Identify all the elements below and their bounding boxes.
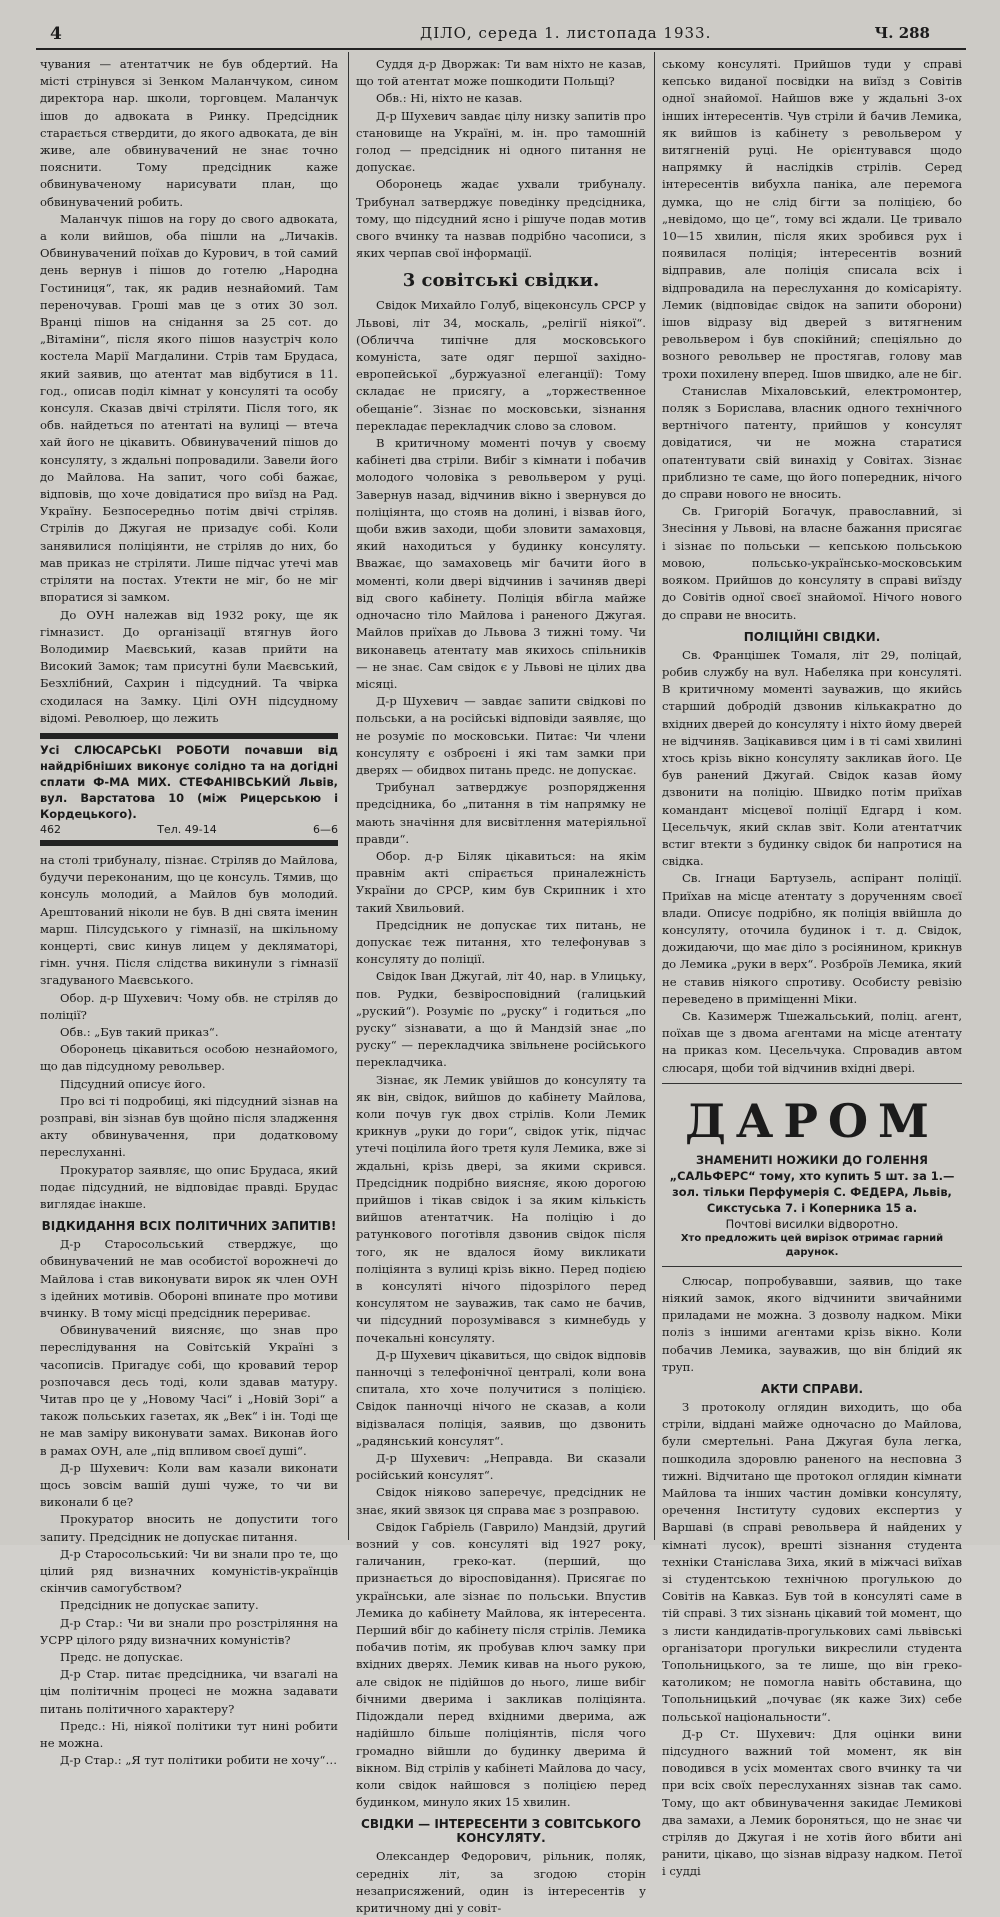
paragraph: Д-р Шухевич: „Неправда. Ви сказали російський консулят“. <box>356 1451 646 1483</box>
paragraph: Олександер Федорович, рільник, поляк, середніх літ, за згодою сторін незаприсяжений, один із інтересентів у критичному дні у совіт- <box>356 1849 646 1915</box>
paragraph: Суддя д-р Дворжак: Ти вам ніхто не казав, що той атентат може пошкодити Польщі? <box>356 57 646 89</box>
paragraph: Станислав Міхаловський, електромонтер, поляк з Борислава, власник одного технічного вертнічого патенту, прийшов у консулят довідатися, чи не можна старатися опатентувати свій винахід у Совітах. Зізнає приблизно те саме, що його попередник, нічого до справи нового не вносить. <box>662 383 962 502</box>
paragraph: Св. Францішек Томаля, літ 29, поліцай, робив службу на вул. Набеляка при консуляті. В критичному моменті зауважив, що якийсь старший добродій дзвонив кількакратно до вхідних дверей до консуляту і ніхто йому дверей не відчиняв. Зацікавився цим і в ті самі хвилині хтось крізь вікно консуляту закликав його. Це був ранений Джугай. Свідок казав йому дзвонити на поліцію. Швидко потім приїхав командант місцевої поліції Едгард і ком. Цесельчук, який склав звіт. Коли атентатчик встиг втекти з будинку свідок би напротися на свідка. <box>662 647 962 869</box>
paragraph: Обор. д-р Біляк цікавиться: на якім правнім акті спірається приналежність України до СРСР, ким був Скрипник і хто такий Хвильовий. <box>356 848 646 915</box>
paragraph: Зізнає, як Лемик увійшов до консуляту та як він, свідок, вийшов до кабінету Майлова, коли почув гук двох стрілів. Коли Лемик крикнув „руки до гори“, свідок утік, підчас утечі поцілила його третя куля Лемика, вже зі ждальні, крізь двері, за якими скрився. Предсідник подрібно виясняє, якою дорогою прийшов і тікав свідок і за яким кількість вийшов атентатчик. На поліцію і до ратункового поготівля дзвонив свідок після того, як не вдалося йому викликати поліціянта з вулиці крізь вікно. Перед подією в консуляті нічого підозрілого перед консулятом не зауважив, так само не бачив, чи підсудний порозумівався з кимнебудь у почекальні консуляту. <box>356 1072 646 1345</box>
paragraph: До ОУН належав від 1932 року, ще як гімназист. До організації втягнув його Володимир Маєвський, казав прийти на Високий Замок; там присутні були Маєвський, Безхлібний, Сахрин і підсудний. Та чвірка сходилася на Замку. Цілі ОУН підсудному відомі. Революер, що лежить <box>40 607 338 725</box>
ad-text: Усі СЛЮСАРСЬКІ РОБОТИ почавши від найдрібніших виконує солідно та на догідні сплати Ф-МА МИХ. СТЕФАНІВСЬКИЙ Львів, вул. Варстатова 10 (між Рицерською і Кордецького). <box>40 742 338 821</box>
paragraph: Д-р Ст. Шухевич: Для оцінки вини підсудного важний той момент, як він поводився в усіх моментах свого вчинку та чи при всіх своїх переслуханнях зізнав так само. Тому, що акт обвинувачення закидає Лемикові два замахи, а Лемик бороняться, що не знає чи стріляв до Джугая і не хотів його вбити ані ранити, цікаво, що зізнав відразу надком. Петої і судді <box>662 1726 962 1879</box>
paragraph: Предс.: Ні, ніякої політики тут нині робити не можна. <box>40 1718 338 1751</box>
ad-run: 6—6 <box>312 822 338 836</box>
page-number: 4 <box>50 24 62 44</box>
paragraph: Оборонець жадає ухвали трибуналу. Трибунал затверджує поведінку предсідника, тому, що підсудний ясно і рішуче подав мотив свого вчинку та назвав подрібно часописи, з яких черпав свої інформації. <box>356 177 646 261</box>
paragraph: Д-р Шухевич завдає цілу низку запитів про становище на Україні, м. ін. про тамошній голод — предсідник ні одного питання не допускає. <box>356 108 646 175</box>
section-heading: СВІДКИ — ІНТЕРЕСЕНТИ З СОВІТСЬКОГО КОНСУЛЯТУ. <box>361 1817 641 1846</box>
paragraph: чувания — атентатчик не був обдертий. На місті стрінувся зі Зенком Маланчуком, сином директора нар. школи, торговцем. Маланчук ішов до адвоката в Ринку. Предсідник старається ствердити, до якого адвоката, де він живе, але обвинувачений не знає точно пояснити. Тому предсідник каже обвинуваченому нарисувати план, що обвинувачений робить. <box>40 57 338 209</box>
paragraph: Обв.: „Був такий приказ“. <box>60 1024 219 1039</box>
paragraph: Д-р Шухевич: Коли вам казали виконати щось зовсім вашій душі чуже, то чи ви виконали б це? <box>40 1460 338 1510</box>
column-divider <box>654 52 655 1540</box>
paragraph: Обвинувачений виясняє, що знав про переслідування на Совітській Україні з часописів. Пригадує собі, що кровавий терор розпочався десь тоді, коли здавав матуру. Читав про це у „Новому Часі“ і „Новій Зорі“ а також польських газетах, як „Век“ і ін. Тоді ще не мав заміру виконувати замах. Виконав його в рамах ОУН, але „під впливом своєї душі“. <box>40 1323 338 1458</box>
paragraph: Свідок Габріель (Гаврило) Мандзій, другий возний у сов. консуляті від 1927 року, галичанин, греко-кат. (перший, що признається до віросповідання). Присягає по українськи, але зізнає по польськи. Впустив Лемика до кабінету Майлова, як інтересента. Перший вбіг до кабінету після стрілів. Лемика побачив потім, як пробував ключ замку при вхідних дверях. Лемик кивав на нього рукою, але свідок не підійшов до нього, лише вибіг бічними дверима і закликав поліціянта. Підождали перед вхідними дверима, аж надійшло більше поліціянтів, після чого громадно війшли до будинку дверима й вікном. Від стрілів у кабінеті Майлова до часу, коли свідок найшовся з поліцією перед будинком, минуло яких 15 хвилин. <box>356 1519 646 1810</box>
advertisement-darom <box>662 1094 962 1260</box>
advertisement-locksmith <box>40 733 338 846</box>
paragraph: Д-р Шухевич — завдає запити свідкові по польськи, а на російські відповіди заявляє, що не розуміє по московськи. Питає: Чи члени консуляту є озброєні і які там замки при дверях — обидвох питань предс. не допускає. <box>356 694 646 777</box>
issue-number: Ч. 288 <box>874 24 930 42</box>
paragraph: Св. Ігнаци Бартузель, аспірант поліції. Приїхав на місце атентату з дорученням своєї влади. Описує подрібно, як поліція ввійшла до консуляту, оточила будинок і т. д. Свідок, дожидаючи, що має діло з росіянином, крикнув до Лемика „руки в верх“. Розброїв Лемика, який не ставив ніякого спротиву. Особисту ревізію переведено в приміщенні Міки. <box>662 871 962 1006</box>
paragraph: Д-р Шухевич цікавиться, що свідок відповів панночці з телефонічної централі, коли вона спитала, хто хоче получитися з поліцією. Свідок панночці нічого не сказав, а коли відізвалася поліція, заявив, що дзвонить „радянський консулят“. <box>356 1347 646 1448</box>
column-1 <box>40 56 338 1768</box>
paragraph: Св. Казимерж Тшежальський, поліц. агент, поїхав ще з двома агентами на місце атентату на приказ ком. Цесельчука. Спровадив автом слюсаря, щоби той відчинив вхідні двері. <box>662 1008 962 1075</box>
ad-text: Хто предложить цей вирізок отримає гарний дарунок. <box>680 1232 944 1258</box>
paragraph: Д-р Старосольський: Чи ви знали про те, що цілий ряд визначних комуністів-українців скінчив самогубством? <box>40 1546 338 1596</box>
paragraph: В критичному моменті почув у своєму кабінеті два стріли. Вибіг з кімнати і побачив молодого чоловіка з револьвером у руці. Завернув назад, відчинив вікно і звернувся до поліціянта, що стояв на долині, і візвав його, щоби вжив заходи, щоби зловити замаховця, який находиться у будинку консуляту. Вважає, що замаховець міг бачити його в моменті, коли двері відчинив і зачиняв двері від свого кабінету. Поліція вбігла майже одночасно тіло Майлова і раненого Джугая. Майлов приїхав до Львова 3 тижні тому. Чи виконавець атентату мав якихось спільників — не знає. Сам свідок є у Львові не цілих два місяці. <box>356 436 646 691</box>
paragraph: Предсідник не допускає тих питань, не допускає теж питання, хто телефонував з консуляту до поліції. <box>356 917 646 967</box>
paragraph: ському консуляті. Прийшов туди у справі кепсько виданої посвідки на виїзд з Совітів одної знайомої. Найшов вже у ждальні 3-ох інших інтересентів. Чув стріли й бачив Лемика, як вийшов із кабінету з револьвером у витягненій руці. Не орієнтувався щодо напрямку й наслідків стрілів. Серед інтересентів вибухла паніка, але перемога думка, що не слід бігти за поліцією, бо „невідомо, що це“, тому всі ждали. Це тривало 10—15 хвилин, після яких зробився рух і появилася поліція; інтересентів возний відправив, але поліція списала всіх і відпровадила на переслухання до комісаріяту. Лемик (відповідає свідок на запити оборони) ішов відразу від дверей з витягненим револьвером і був спокійний; спеціяльно до возного револьвер не простягав, голову мав трохи похилену вперед. Ішов швидко, але не біг. <box>662 57 962 381</box>
section-heading: ВІДКИДАННЯ ВСІХ ПОЛІТИЧНИХ ЗАПИТІВ! <box>41 1219 337 1234</box>
paragraph: Свідок ніяково заперечує, предсідник не знає, який звязок ця справа має з розправою. <box>356 1485 646 1517</box>
paragraph: Підсудний описує його. <box>60 1076 206 1091</box>
paragraph: З протоколу оглядин виходить, що оба стріли, віддані майже одночасно до Майлова, були смертельні. Рана Джугая була легка, пошкодила здоровлю раненого на несповна 3 тижні. Відчитано ще протокол оглядин кімнати Майлова та інших частин домівки консуляту, оречення Інституту судових експертиз у Варшаві (в справі револьвера й найдених у кімнаті лусок), врешті зізнання студента техніки Станіслава Зиха, який в міжчасі виїхав зі студентською технічною прогулькою до Совітів на Кавказ. Був той в консуляті саме в тій справі. З тих зізнань цікавий той момент, що з листи кандидатів-прогулькових самі львівські організатори прогульки викреслили студента Топольницького, за те лише, що він греко-католиком; не помогла навіть обставина, що Топольницький „почуває (як каже Зих) себе польської національности“. <box>662 1400 962 1724</box>
paragraph: на столі трибуналу, пізнає. Стріляв до Майлова, будучи переконаним, що це консуль. Тямив, що консуль молодий, а Майлов був молодий. Арештований ніколи не був. В дні свята іменин марш. Пілсудського у гімназії, на шкільному концерті, свис кинув лицем у декляматорі, гімн. учня. Після слідства викинули з гімназії згадуваного Маєвського. <box>40 852 338 988</box>
paragraph: Про всі ті подробиці, які підсудний зізнав на розправі, він зізнав був щойно після зладження акту обвинувачення, при додатковому переслуханні. <box>40 1093 338 1160</box>
paragraph: Д-р Стар.: Чи ви знали про розстріляння на УСРР цілого ряду визначних комуністів? <box>40 1615 338 1647</box>
paragraph: Свідок Михайло Голуб, віцеконсуль СРСР у Львові, літ 34, москаль, „релігії ніякої“. (Обличча типічне для московського комуніста, зате одяг першої західно-европейської „буржуазної елеганції): Тому складає не присягу, а „торжественное обещаніе“. Зізнає по московськи, зізнання перекладає перекладчик слово за словом. <box>356 298 646 433</box>
ad-text: ЗНАМЕНИТІ НОЖИКИ ДО ГОЛЕННЯ „САЛЬФЕРС“ тому, хто купить 5 шт. за 1.— зол. тільки Перфумерія С. ФЕДЕРА, Львів, Сикстуська 7. і Коперника 15 а. <box>669 1152 955 1215</box>
divider <box>662 1266 962 1267</box>
ad-number: 462 <box>40 822 61 836</box>
header-rule <box>36 48 966 50</box>
paragraph: Маланчук пішов на гору до свого адвоката, а коли вийшов, оба пішли на „Личаків. Обвинувачений поїхав до Курович, в той самий день вернув і пішов до готелю „Народна Гостиниця“, так, як радив незнайомий. Там переночував. Гроші мав це з отих 30 зол. Вранці пішов на снідання за 25 сот. до „Вітаміни“, після якого пішов назустріч коло костела Марії Магдалини. Стрів там Брудаса, який заявив, що атентат мав відбутися в 11. год., описав поділ кімнат у консуляті та особу консуля. Сказав двічі стріляти. Після того, як обв. найдеться по атентаті на вулиці — втеча хай його не цікавить. Обвинувачений пішов до консуляту, з ждальні попровадили. Завели його до Майлова. На запит, чого собі бажає, відповів, що хоче довідатися про виїзд на Рад. Україну. Безпосередньо потім двічі стріляв. Стрілів до Джугая не призадує собі. Коли занявилися поліціянти, не стріляв до них, бо мав приказ не стріляти. Лише підчас утечі мав стріляти на постах. Утекти не міг, бо не міг впоратися зі замком. <box>40 211 338 605</box>
paragraph: Д-р Стар.: „Я тут політики робити не хочу“… <box>60 1753 338 1768</box>
section-heading: 3 совітські свідки. <box>402 270 600 292</box>
section-heading: АКТИ СПРАВИ. <box>760 1382 864 1396</box>
section-heading: ПОЛІЦІЙНІ СВІДКИ. <box>743 629 881 644</box>
masthead-line: ДІЛО, середа 1. листопада 1933. <box>420 24 712 42</box>
paragraph: Д-р Стар. питає предсідника, чи взагалі на цім політичнім процесі не можна задавати питань політичного характеру? <box>40 1667 338 1716</box>
paragraph: Свідок Іван Джугай, літ 40, нар. в Улицьку, пов. Рудки, безвіросповідний (галицький „руский“). Розуміє по „руску“ і годиться „по руску“ зізнавати, а що й Мандзій знає „по руску“ — перекладчика звільнене російського перекладчика. <box>356 969 646 1070</box>
divider <box>662 1083 962 1084</box>
paragraph: Д-р Старосольський стверджує, що обвинувачений не мав особистої ворожнечі до Майлова і став виконувати вирок як член ОУН з ідейних мотивів. Обороні впинате про мотиви вчинку. В тому місці предсідник перериває. <box>40 1237 338 1320</box>
page-header <box>40 20 960 46</box>
column-2 <box>356 56 646 1915</box>
paragraph: Обв.: Ні, ніхто не казав. <box>376 91 523 106</box>
ad-text: Почтові висилки відворотно. <box>725 1216 899 1231</box>
paragraph: Прокуратор заявляє, що опис Брудаса, який подає підсудний, не відповідає правді. Брудас виглядає інакше. <box>40 1162 338 1211</box>
paragraph: Св. Григорій Богачук, православний, зі Знесіння у Львові, на власне бажання присягає і зізнає по польськи — кепською польською мовою, польсько-українсько-московським вояком. Прийшов до консуляту в справі виїзду до Совітів одної своєї знайомої. Нічого нового до справи не вносить. <box>662 504 962 622</box>
paragraph: Трибунал затверджує розпорядження предсідника, бо „питання в тім напрямку не мають значіння для висвітлення матеріяльної правди“. <box>356 780 646 846</box>
paragraph: Предс. не допускає. <box>60 1650 184 1665</box>
column-divider <box>348 52 349 1540</box>
ad-title: ДАРОМ <box>685 1093 939 1148</box>
paragraph: Предсідник не допускає запиту. <box>60 1598 259 1613</box>
ad-phone: Тел. 49-14 <box>157 822 217 836</box>
paragraph: Прокуратор вносить не допустити того запиту. Предсідник не допускає питання. <box>40 1512 338 1544</box>
paragraph: Слюсар, попробувавши, заявив, що таке ніякий замок, якого відчинити звичайними приладами не можна. З дозволу надком. Міки поліз з іншими агентами крізь вікно. Коли побачив Лемика, зауважив, що він блідий як труп. <box>662 1273 962 1374</box>
paragraph: Оборонець цікавиться особою незнайомого, що дав підсудному револьвер. <box>40 1042 338 1074</box>
column-3 <box>662 56 962 1879</box>
paragraph: Обор. д-р Шухевич: Чому обв. не стріляв до поліції? <box>40 990 338 1022</box>
